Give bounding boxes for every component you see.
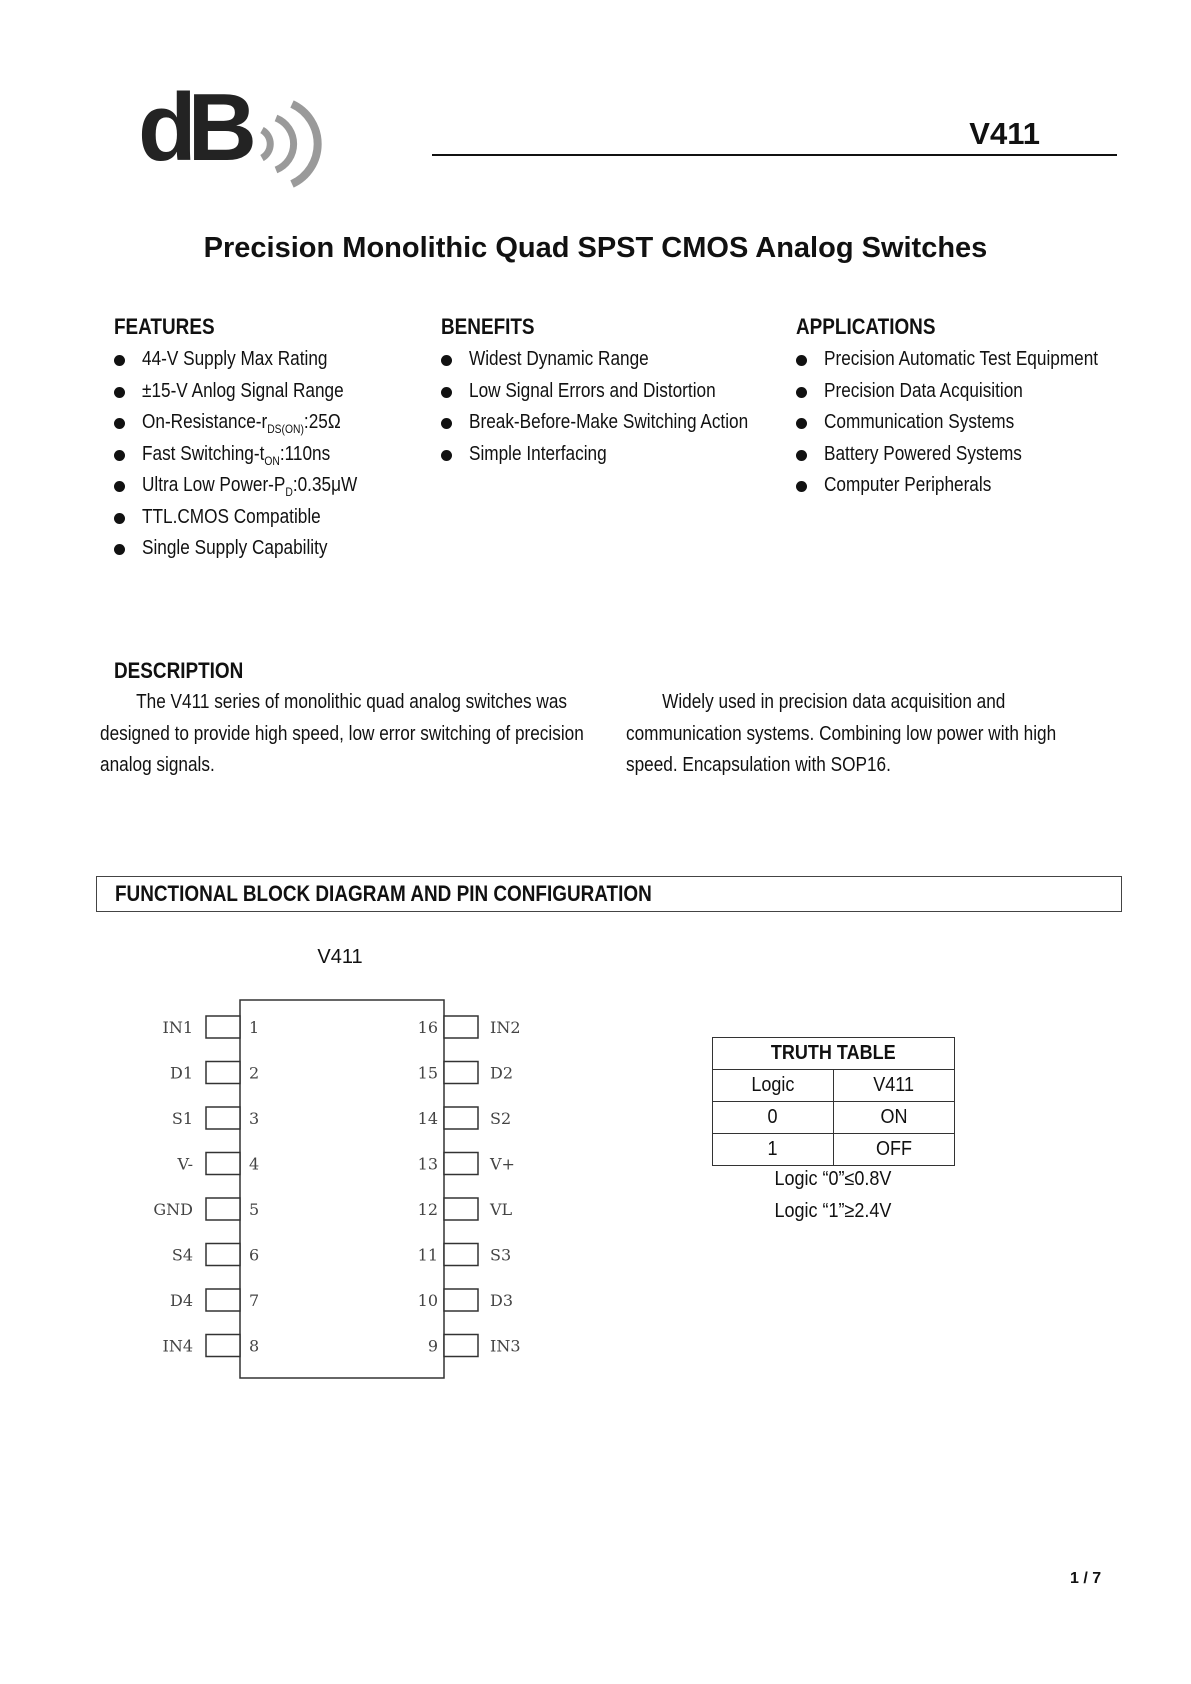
description-right (626, 687, 1076, 782)
description-left (100, 687, 635, 782)
pin-box (444, 1289, 478, 1311)
list-item (114, 502, 392, 534)
description-paragraph: Widely used in precision data acquisition and communication systems. Combining low power with high speed. Encapsulation with SOP16. (626, 691, 1057, 776)
list-item (114, 344, 392, 376)
pin-number: 9 (427, 1336, 438, 1356)
chip-label: V411 (317, 946, 363, 968)
sound-waves-icon (258, 98, 348, 190)
pin-number: 12 (417, 1200, 438, 1219)
pin-name: S3 (490, 1245, 512, 1265)
bullet-icon (114, 544, 125, 555)
pin-number: 1 (249, 1018, 260, 1037)
header-rule (432, 154, 1117, 156)
benefit-text: Widest Dynamic Range (469, 348, 649, 370)
chip-body (240, 1000, 444, 1378)
application-text: Computer Peripherals (824, 474, 992, 496)
feature-text: ±15-V Anlog Signal Range (142, 379, 344, 402)
pin-box (206, 1062, 240, 1084)
pin-name: D1 (169, 1063, 193, 1083)
pin-box (206, 1153, 240, 1175)
pin-box (444, 1153, 478, 1175)
benefit-text: Break-Before-Make Switching Action (469, 411, 749, 433)
pin-name: IN1 (162, 1018, 193, 1037)
pin-name: D2 (490, 1063, 514, 1083)
feature-text: Single Supply Capability (142, 537, 328, 559)
list-item (796, 344, 1143, 376)
page-number: 1 / 7 (1070, 1570, 1102, 1587)
description-heading: DESCRIPTION (114, 658, 244, 683)
benefits-list (441, 344, 794, 470)
truth-table-col-header: Logic (713, 1070, 834, 1102)
list-item (114, 407, 392, 439)
pin-name: V+ (490, 1154, 515, 1174)
applications-list (796, 344, 1143, 502)
table-row (713, 1134, 955, 1166)
pin-box (444, 1335, 478, 1357)
document-title: Precision Monolithic Quad SPST CMOS Analog Switches (203, 232, 988, 264)
pin-number: 4 (249, 1154, 260, 1174)
pin-name: V- (177, 1154, 193, 1174)
pin-box (444, 1016, 478, 1038)
part-number: V411 (969, 116, 1040, 151)
list-item (441, 344, 794, 376)
table-row (713, 1102, 955, 1134)
truth-table-cell: OFF (834, 1134, 955, 1166)
bullet-icon (114, 450, 125, 461)
pin-number: 5 (249, 1200, 260, 1219)
pin-number: 6 (249, 1245, 260, 1265)
block-diagram-heading: FUNCTIONAL BLOCK DIAGRAM AND PIN CONFIGURATION (115, 881, 652, 906)
pin-name: D4 (169, 1291, 193, 1310)
pin-number: 3 (249, 1109, 260, 1128)
list-item (796, 470, 1143, 502)
pin-box (206, 1016, 240, 1038)
application-text: Communication Systems (824, 411, 1015, 433)
list-item (441, 407, 794, 439)
pin-number: 8 (249, 1336, 260, 1356)
list-item (114, 470, 392, 502)
logic-low-note: Logic “0”≤0.8V (774, 1168, 892, 1190)
pin-number: 15 (417, 1063, 438, 1083)
pin-number: 2 (249, 1063, 260, 1083)
list-item (796, 439, 1143, 471)
pin-name: S2 (490, 1109, 512, 1128)
bullet-icon (796, 450, 807, 461)
pin-box (444, 1198, 478, 1220)
pin-name: S1 (171, 1109, 193, 1128)
pin-number: 13 (417, 1154, 438, 1174)
bullet-icon (114, 387, 125, 398)
truth-table-col-header: V411 (834, 1070, 955, 1102)
block-diagram-header-box (96, 876, 1122, 912)
bullet-icon (796, 481, 807, 492)
logic-high-note: Logic “1”≥2.4V (774, 1200, 892, 1222)
benefit-text: Low Signal Errors and Distortion (469, 379, 716, 402)
benefit-text: Simple Interfacing (469, 442, 607, 465)
pin-number: 14 (417, 1109, 438, 1128)
pin-number: 10 (417, 1291, 438, 1310)
list-item (441, 439, 794, 471)
truth-table-cell: 0 (713, 1102, 834, 1134)
bullet-icon (441, 450, 452, 461)
bullet-icon (441, 418, 452, 429)
pin-name: S4 (171, 1245, 193, 1265)
applications-section (796, 314, 1143, 502)
bullet-icon (441, 355, 452, 366)
pin-box (444, 1107, 478, 1129)
benefits-heading: BENEFITS (441, 314, 535, 339)
truth-table (712, 1037, 955, 1166)
list-item (114, 533, 392, 565)
truth-table-cell: 1 (713, 1134, 834, 1166)
pin-box (444, 1062, 478, 1084)
description-paragraph: The V411 series of monolithic quad analog switches was designed to provide high speed, low error switching of precision analog signals. (100, 691, 584, 776)
pin-name: GND (153, 1200, 193, 1219)
bullet-icon (796, 355, 807, 366)
pin-box (206, 1198, 240, 1220)
feature-text: Fast Switching-$t_{ON}:110ns$ (142, 442, 331, 468)
pin-box (206, 1335, 240, 1357)
pin-name: IN4 (162, 1336, 193, 1356)
pin-box (206, 1289, 240, 1311)
benefits-section (441, 314, 794, 470)
bullet-icon (796, 418, 807, 429)
feature-text: TTL.CMOS Compatible (142, 505, 321, 528)
list-item (441, 376, 794, 408)
list-item (796, 407, 1143, 439)
bullet-icon (441, 387, 452, 398)
pin-name: VL (490, 1200, 513, 1219)
pin-name: D3 (490, 1291, 514, 1310)
list-item (114, 439, 392, 471)
feature-text: 44-V Supply Max Rating (142, 348, 328, 370)
bullet-icon (114, 513, 125, 524)
application-text: Precision Automatic Test Equipment (824, 348, 1099, 370)
pin-name: IN3 (490, 1336, 521, 1356)
list-item (114, 376, 392, 408)
feature-text: $On-Resistance-r_{DS(ON)}:25\Omega$ (142, 411, 341, 436)
pin-box (444, 1244, 478, 1266)
truth-table-title: TRUTH TABLE (713, 1038, 955, 1070)
application-text: Precision Data Acquisition (824, 379, 1023, 402)
bullet-icon (114, 481, 125, 492)
pin-name: IN2 (490, 1018, 521, 1037)
company-logo (138, 74, 338, 190)
bullet-icon (114, 418, 125, 429)
pin-box (206, 1244, 240, 1266)
pin-box (206, 1107, 240, 1129)
features-heading: FEATURES (114, 314, 215, 339)
pin-configuration-diagram (0, 990, 600, 1400)
list-item (796, 376, 1143, 408)
application-text: Battery Powered Systems (824, 442, 1022, 465)
features-list (114, 344, 392, 565)
features-section (114, 314, 392, 565)
pin-number: 11 (417, 1245, 438, 1265)
logo-text: dB (138, 74, 248, 181)
pin-number: 16 (417, 1018, 438, 1037)
truth-table-cell: ON (834, 1102, 955, 1134)
applications-heading: APPLICATIONS (796, 314, 936, 339)
pin-number: 7 (249, 1291, 260, 1310)
bullet-icon (796, 387, 807, 398)
description-section (114, 658, 264, 684)
feature-text: Ultra Low Power-$P_D:0.35\mu W$ (142, 474, 358, 499)
bullet-icon (114, 355, 125, 366)
